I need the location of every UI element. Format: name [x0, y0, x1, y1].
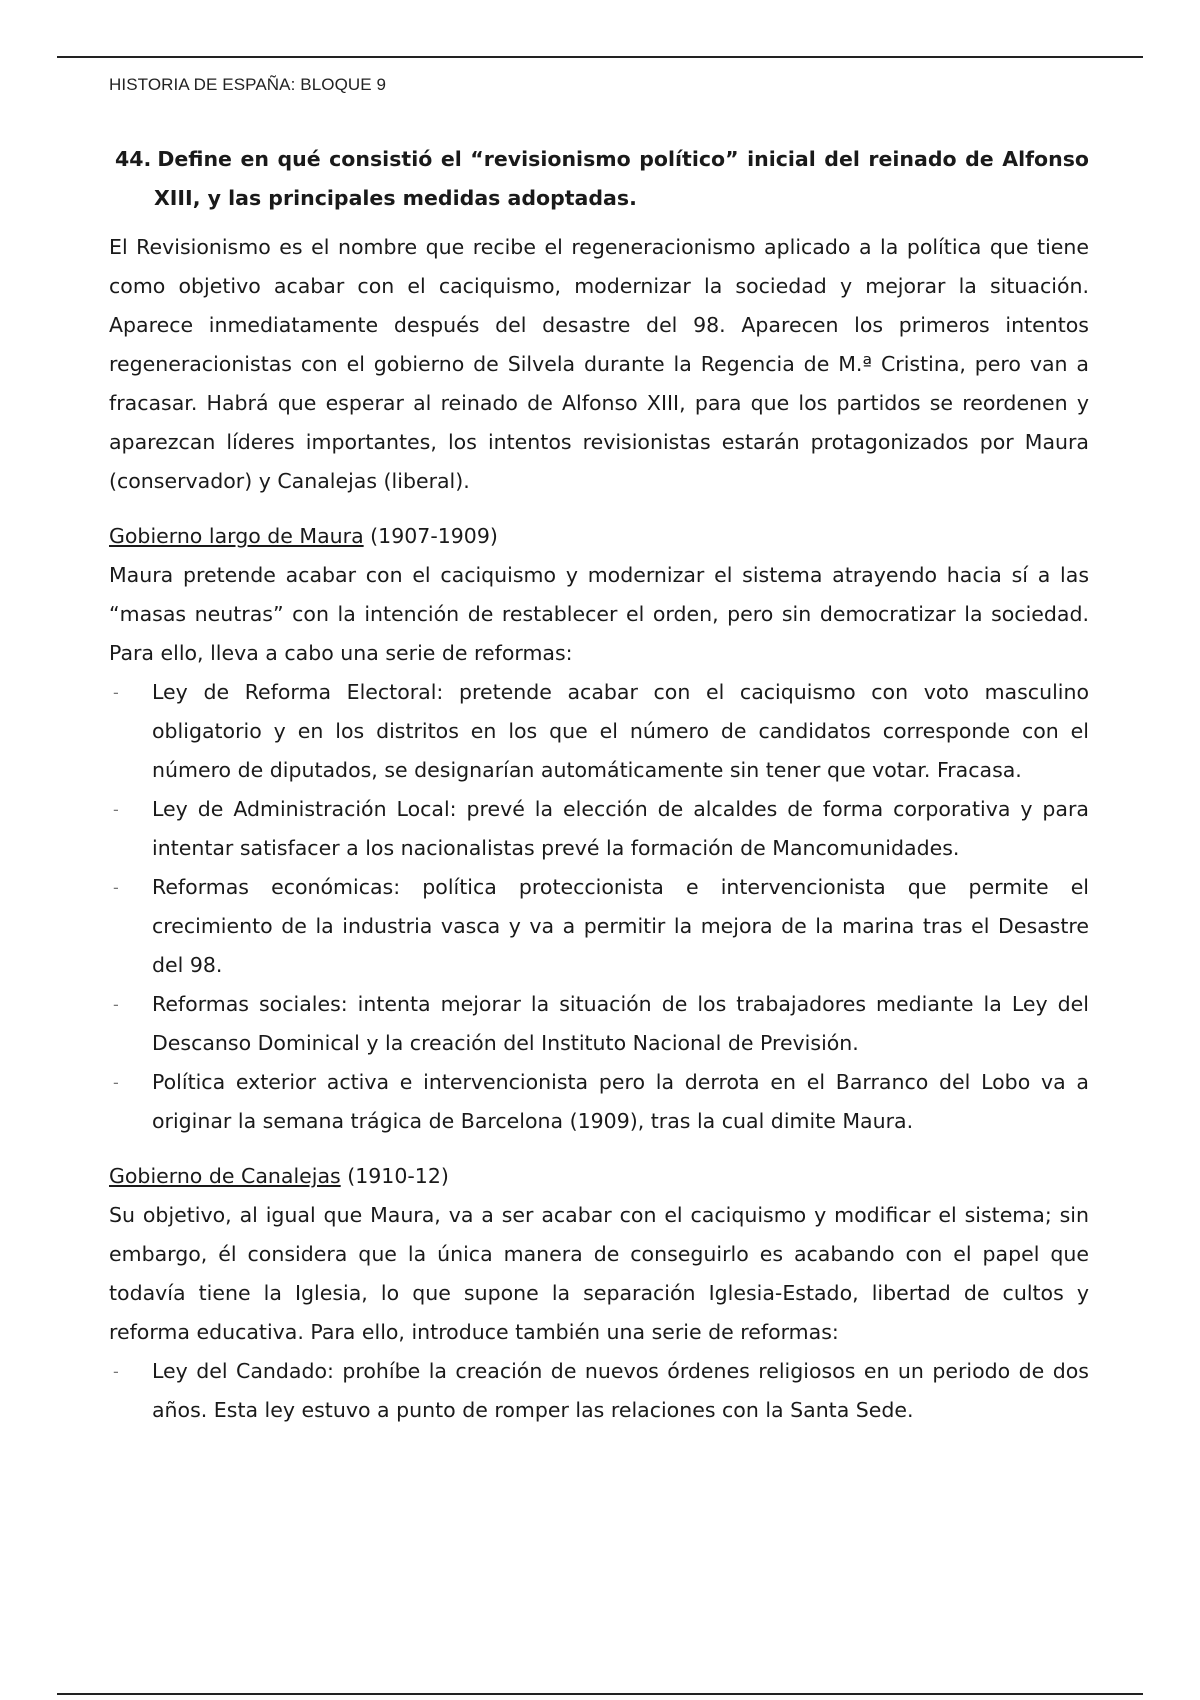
bullet-dash: - — [113, 995, 119, 1014]
header-rule — [57, 56, 1143, 58]
list-item-text: Política exterior activa e intervencionista pero la derrota en el Barranco del Lobo va a originar la semana trágica de Barcelona (1909), tras la cual dimite Maura. — [152, 1070, 1089, 1133]
list-item-text: Reformas económicas: política proteccionista e intervencionista que permite el crecimiento de la industria vasca y va a permitir la mejora de la marina tras el Desastre del 98. — [152, 875, 1089, 977]
bullet-dash: - — [113, 800, 119, 819]
maura-dates: (1907-1909) — [363, 524, 498, 548]
bullet-dash: - — [113, 1073, 119, 1092]
maura-paragraph: Maura pretende acabar con el caciquismo y modernizar el sistema atrayendo hacia sí a las “masas neutras” con la intención de restablecer el orden, pero sin democratizar la sociedad. Para ello, lleva a cabo una serie de reformas: — [109, 563, 1089, 665]
maura-heading: Gobierno largo de Maura — [109, 524, 364, 548]
intro-paragraph: El Revisionismo es el nombre que recibe el regeneracionismo aplicado a la política que tiene como objetivo acabar con el caciquismo, modernizar la sociedad y mejorar la situación. Aparece inmediatamente después del desastre del 98. Aparecen los primeros intentos regeneracionistas con el gobierno de Silvela durante la Regencia de M.ª Cristina, pero van a fracasar. Habrá que esperar al reinado de Alfonso XIII, para que los partidos se reordenen y aparezcan líderes importantes, los intentos revisionistas estarán protagonizados por Maura (conservador) y Canalejas (liberal). — [109, 235, 1089, 493]
list-item — [109, 868, 1089, 985]
canalejas-heading: Gobierno de Canalejas — [109, 1164, 341, 1188]
document-body — [109, 140, 1089, 1446]
page-header: HISTORIA DE ESPAÑA: BLOQUE 9 — [109, 75, 387, 94]
canalejas-paragraph: Su objetivo, al igual que Maura, va a ser acabar con el caciquismo y modificar el sistema; sin embargo, él considera que la única manera de conseguirlo es acabando con el papel que todavía tiene la Iglesia, lo que supone la separación Iglesia-Estado, libertad de cultos y reforma educativa. Para ello, introduce también una serie de reformas: — [109, 1203, 1089, 1344]
list-item-text: Ley del Candado: prohíbe la creación de nuevos órdenes religiosos en un periodo de dos años. Esta ley estuvo a punto de romper las relaciones con la Santa Sede. — [152, 1359, 1089, 1422]
maura-reform-list — [109, 673, 1089, 1141]
list-item-text: Ley de Reforma Electoral: pretende acabar con el caciquismo con voto masculino obligatorio y en los distritos en los que el número de candidatos corresponde con el número de diputados, se designarían automáticamente sin tener que votar. Fracasa. — [152, 680, 1089, 782]
bullet-dash: - — [113, 683, 119, 702]
list-item — [109, 1352, 1089, 1430]
list-item — [109, 673, 1089, 790]
bullet-dash: - — [113, 1362, 119, 1381]
list-item-text: Ley de Administración Local: prevé la elección de alcaldes de forma corporativa y para intentar satisfacer a los nacionalistas prevé la formación de Mancomunidades. — [152, 797, 1089, 860]
list-item-text: Reformas sociales: intenta mejorar la situación de los trabajadores mediante la Ley del Descanso Dominical y la creación del Instituto Nacional de Previsión. — [152, 992, 1089, 1055]
list-item — [109, 1063, 1089, 1141]
list-item — [109, 985, 1089, 1063]
footer-rule — [57, 1693, 1143, 1695]
canalejas-section-title — [109, 1157, 1089, 1196]
question-number: 44. — [115, 147, 152, 171]
question-heading — [109, 140, 1089, 218]
maura-section-title — [109, 517, 1089, 556]
canalejas-dates: (1910-12) — [340, 1164, 449, 1188]
canalejas-reform-list — [109, 1352, 1089, 1430]
question-text: Define en qué consistió el “revisionismo político” inicial del reinado de Alfonso XIII, y las principales medidas adoptadas. — [154, 147, 1089, 210]
bullet-dash: - — [113, 878, 119, 897]
list-item — [109, 790, 1089, 868]
